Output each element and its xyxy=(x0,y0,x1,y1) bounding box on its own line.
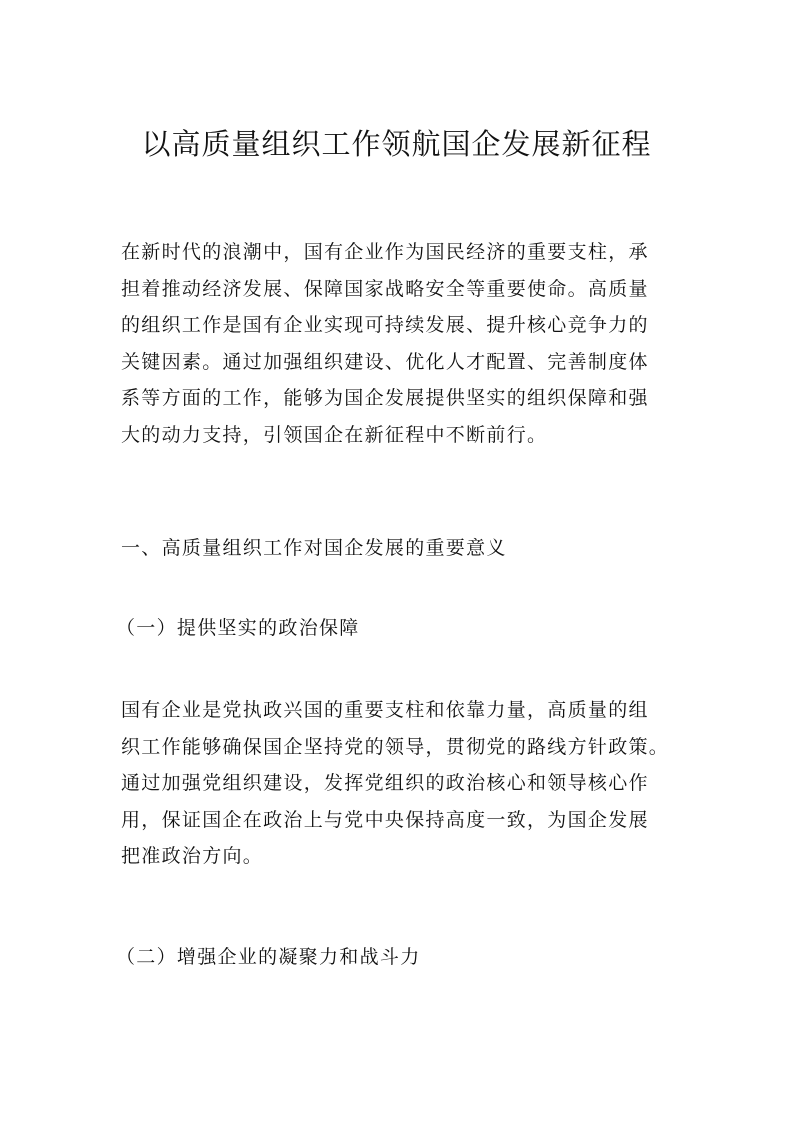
paragraph-line: 通过加强党组织建设，发挥党组织的政治核心和领导核心作 xyxy=(121,772,649,794)
paragraph-line: 系等方面的工作，能够为国企发展提供坚实的组织保障和强 xyxy=(121,387,649,409)
paragraph-line: 的组织工作是国有企业实现可持续发展、提升核心竞争力的 xyxy=(121,314,649,336)
paragraph-line: 担着推动经济发展、保障国家战略安全等重要使命。高质量 xyxy=(121,277,649,300)
subsection-heading: （二）增强企业的凝聚力和战斗力 xyxy=(116,946,421,968)
paragraph-line: 织工作能够确保国企坚持党的领导，贯彻党的路线方针政策。 xyxy=(121,735,670,758)
paragraph-line: 在新时代的浪潮中，国有企业作为国民经济的重要支柱，承 xyxy=(121,241,649,263)
paragraph-line: 把准政治方向。 xyxy=(121,845,264,867)
paragraph-line: 大的动力支持，引领国企在新征程中不断前行。 xyxy=(121,423,548,446)
section-heading: 一、高质量组织工作对国企发展的重要意义 xyxy=(121,537,507,559)
paragraph-line: 国有企业是党执政兴国的重要支柱和依靠力量，高质量的组 xyxy=(121,699,649,721)
subsection-paragraph xyxy=(121,692,681,875)
paragraph-line: 用，保证国企在政治上与党中央保持高度一致，为国企发展 xyxy=(121,808,649,831)
paragraph-line: 关键因素。通过加强组织建设、优化人才配置、完善制度体 xyxy=(121,350,649,373)
intro-paragraph xyxy=(121,234,681,453)
subsection-heading: （一）提供坚实的政治保障 xyxy=(116,617,360,639)
document-title: 以高质量组织工作领航国企发展新征程 xyxy=(141,127,652,161)
